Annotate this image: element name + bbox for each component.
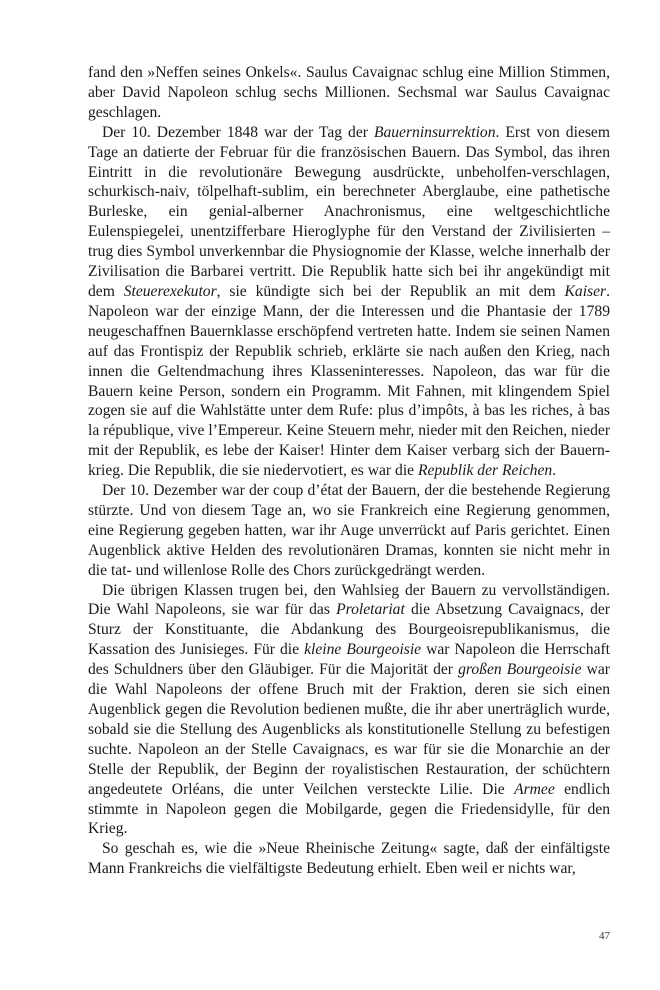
text-segment: fand den »Neffen seines Onkels«. Saulus Cavaignac schlug eine Million Stimmen, aber David Napoleon schlug sechs Millionen. Sechsmal war Saulus Cavaignac geschlagen. (88, 64, 610, 121)
italic-term: Republik der Reichen (417, 462, 553, 480)
italic-term: Proletariat (336, 601, 405, 619)
paragraph-1 (88, 63, 610, 123)
text-segment: . (552, 462, 557, 480)
italic-term: Bauerninsurrektion (373, 123, 496, 141)
paragraph-5 (88, 839, 610, 879)
text-segment: So geschah es, wie die »Neue Rheinische Zeitung« sagte, daß der einfältigste Mann Frankreichs die vielfältigste Bedeutung erhielt. Eben weil er nichts war, (88, 840, 610, 878)
paragraph-2 (88, 123, 610, 481)
italic-term: großen Bourgeoisie (458, 661, 582, 679)
text-segment: , sie kündigte sich bei der Republik an mit dem (216, 282, 565, 300)
italic-term: kleine Bourgeoisie (304, 641, 422, 659)
text-segment: war die Wahl Napoleons der offene Bruch mit der Fraktion, deren sie sich einen Augenblick gegen die Revolution bedienen mußte, die ihr aber unerträglich wurde, sobald sie die Stellung des Augenblicks als konstitutionelle Stellung zu befestigen suchte. Napoleon an der Stelle Cavaignacs, es war für sie die Monarchie an der Stelle der Republik, der Beginn der royalistischen Restauration, der schüchtern angedeutete Orléans, die unter Veilchen versteckte Lilie. Die (88, 661, 611, 798)
text-segment: Die übrigen Klassen trugen bei, den Wahlsieg der Bauern zu vervollständigen. Die Wahl Napoleons, sie war für das (88, 581, 610, 619)
italic-term: Kaiser (564, 282, 607, 300)
text-segment: endlich stimmte in Napoleon gegen die Mobilgarde, gegen die Friedensidylle, für den Krieg. (88, 780, 611, 838)
text-segment: die Absetzung Cavaignacs, der Sturz der Konstituante, die Abdankung des Bourgeoisrepublikanismus, die Kassation des Junisieges. Für die (88, 601, 610, 659)
page-number: 47 (599, 930, 610, 942)
paragraph-3 (88, 481, 610, 581)
italic-term: Steuerexekutor (123, 282, 217, 300)
body-text (88, 63, 610, 879)
text-segment: war Napoleon die Herrschaft des Schuldners über den Gläubiger. Für die Majorität der (88, 641, 611, 679)
paragraph-4 (88, 581, 610, 840)
italic-term: Armee (514, 780, 555, 798)
text-segment: . Napoleon war der einzige Mann, der die Interessen und die Phantasie der 1789 neugeschaffnen Bauernklasse erschöpfend vertreten hatte. Indem sie seinen Namen auf das Frontispiz der Republik schrieb, erklärte sie nach außen den Krieg, nach innen die Geltendmachung ihres Klasseninteresses. Napoleon, das war für die Bauern keine Person, sondern ein Programm. Mit Fahnen, mit klingendem Spiel zogen sie auf die Wahlstätte unter dem Rufe: plus d’impôts, à bas les riches, à bas la république, vive l’Empereur. Keine Steuern mehr, nieder mit den Reichen, nieder mit der Republik, es lebe der Kaiser! Hinter dem Kaiser verbarg sich der Bauernkrieg. Die Republik, die sie niedervotiert, es war die (88, 282, 611, 480)
text-segment: Der 10. Dezember war der coup d’état der Bauern, der die bestehende Regierung stürzte. Und von diesem Tage an, wo sie Frankreich eine Regierung genommen, eine Regierung gegeben hatten, war ihr Auge unverrückt auf Paris gerichtet. Einen Augenblick aktive Helden des revolutionären Dramas, konnten sie nicht mehr in die tat- und willenlose Rolle des Chors zurückgedrängt werden. (88, 482, 610, 579)
text-segment: Der 10. Dezember 1848 war der Tag der (102, 123, 374, 141)
text-segment: . Erst von diesem Tage an datierte der Februar für die französischen Bauern. Das Symbol, das ihren Eintritt in die revolutionäre Bewegung ausdrückte, unbeholfen-verschlagen, schurkisch-naiv, tölpelhaft-sublim, ein berechneter Aberglaube, eine pathetische Burleske, ein genial-alberner Anachronismus, eine weltgeschichtliche Eulenspiegelei, unentzifferbare Hieroglyphe für den Verstand der Zivilisierten – trug dies Symbol unverkennbar die Physiognomie der Klasse, welche innerhalb der Zivilisation die Barbarei vertritt. Die Republik hatte sich bei ihr angekündigt mit dem (88, 123, 610, 300)
